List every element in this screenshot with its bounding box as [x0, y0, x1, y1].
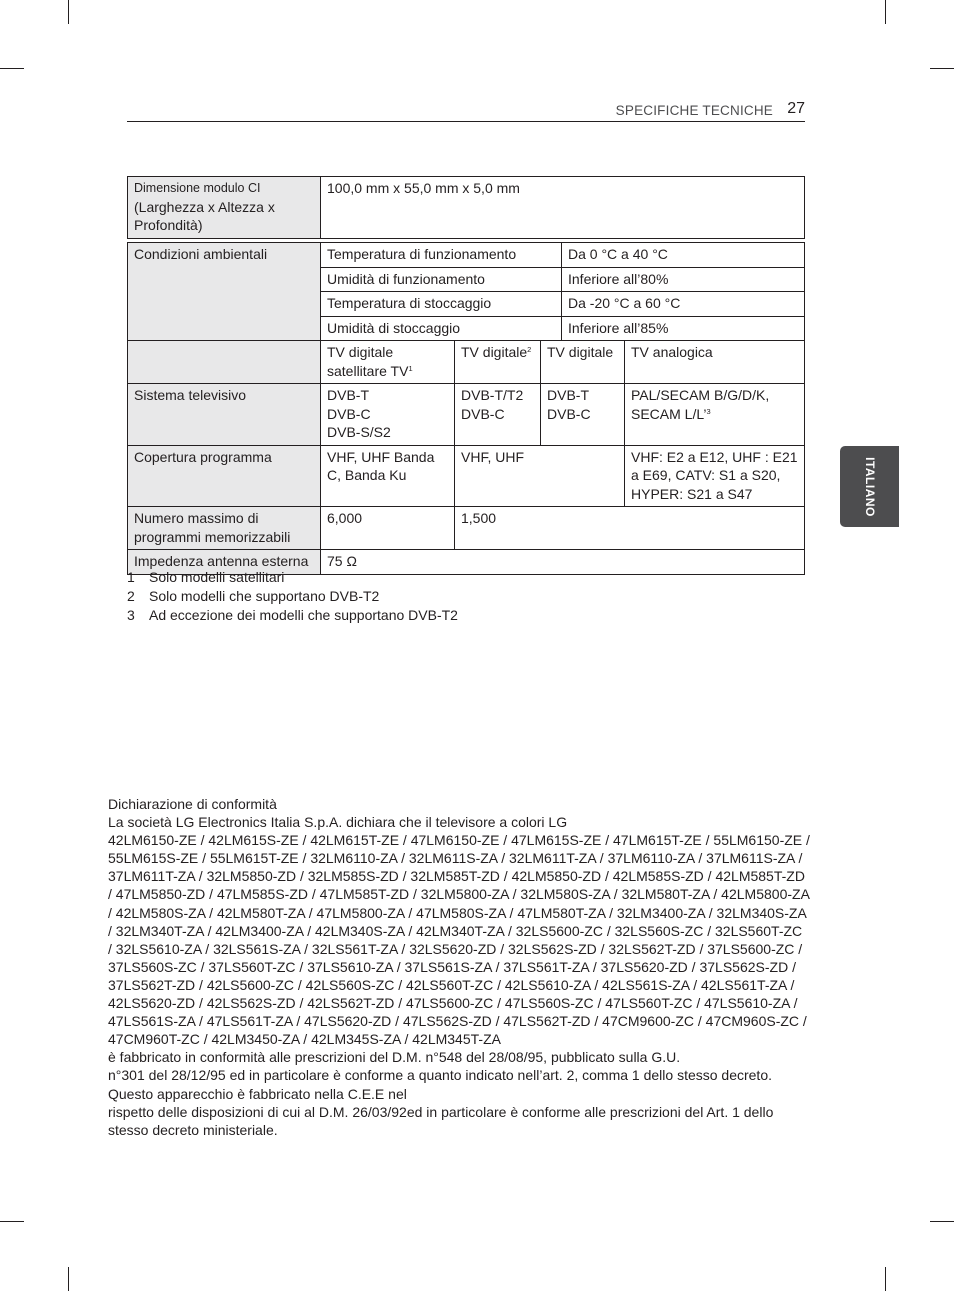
system-satellite-cell — [321, 384, 455, 446]
cell-line: DVB-S/S2 — [327, 424, 391, 440]
env-name-cell: Umidità di stoccaggio — [321, 316, 562, 341]
cell-line: DVB-C — [547, 405, 591, 422]
declaration-line: è fabbricato in conformità alle prescrizioni del D.M. n°548 del 28/08/95, pubblicato sulla G.U. — [108, 1049, 681, 1066]
ci-module-label-line1: Dimensione modulo CI — [134, 181, 261, 195]
declaration-line: 37LS560S-ZC / 37LS560T-ZC / 37LS5610-ZA / 37LS561S-ZA / 37LS561T-ZA / 37LS5620-ZD / 37LS562S-ZD / — [108, 958, 796, 975]
footnote-ref: 1 — [408, 363, 413, 373]
declaration-line: 37LS562T-ZD / 42LS5600-ZC / 42LS560S-ZC / 42LS560T-ZC / 42LS5610-ZA / 42LS561S-ZA / 42LS561T-ZA / — [108, 976, 795, 993]
ci-module-label-line2: (Larghezza x Altezza x Profondità) — [134, 198, 275, 233]
footnote-number: 2 — [127, 588, 135, 604]
footnote-ref: 3 — [706, 406, 711, 416]
environment-label: Condizioni ambientali — [128, 243, 321, 341]
crop-mark — [930, 1221, 954, 1222]
table-row — [128, 507, 805, 550]
col-header-analog: TV analogica — [625, 341, 805, 384]
cell-line: DVB-T/T2 — [461, 387, 524, 403]
table-row — [128, 384, 805, 446]
declaration-line: 47CM960T-ZC / 42LM3450-ZA / 42LM345S-ZA / 42LM345T-ZA — [108, 1031, 501, 1048]
language-tab-label: ITALIANO — [862, 456, 877, 517]
row-label-system: Sistema televisivo — [128, 384, 321, 446]
ci-module-value: 100,0 mm x 55,0 mm x 5,0 mm — [321, 177, 805, 239]
coverage-digital-cell: VHF, UHF — [455, 445, 625, 507]
system-digital-cell — [541, 384, 625, 446]
env-value-cell: Inferiore all’80% — [562, 267, 805, 292]
footnote-ref: 2 — [527, 345, 532, 354]
env-value-cell: Inferiore all’85% — [562, 316, 805, 341]
page-header — [127, 100, 805, 122]
crop-mark — [0, 68, 24, 69]
declaration-line: Dichiarazione di conformità — [108, 796, 277, 812]
declaration-line: Questo apparecchio è fabbricato nella C.E.E nel — [108, 1085, 407, 1102]
cell-line: DVB-C — [461, 405, 505, 422]
declaration-line: 42LM6150-ZE / 42LM615S-ZE / 42LM615T-ZE / 47LM6150-ZE / 47LM615S-ZE / 47LM615T-ZE / 55LM6150-ZE / — [108, 832, 810, 849]
footnote — [127, 587, 458, 606]
cell-line: DVB-C — [327, 405, 371, 422]
table-row — [128, 243, 805, 268]
row-label-max-programs: Numero massimo di programmi memorizzabili — [128, 507, 321, 550]
system-t2-cell — [455, 384, 541, 446]
page-number: 27 — [787, 100, 805, 117]
section-title: SPECIFICHE TECNICHE — [615, 103, 773, 118]
crop-mark — [930, 68, 954, 69]
declaration-line: rispetto delle disposizioni di cui al D.M. 26/03/92ed in particolare è conforme alle prescrizioni del Art. 1 dello — [108, 1103, 774, 1120]
footnote-number: 1 — [127, 569, 135, 585]
declaration-line: n°301 del 28/12/95 ed in particolare è conforme a quanto indicato nell’art. 2, comma 1 dello stesso decreto. — [108, 1067, 773, 1084]
footnote — [127, 606, 458, 625]
header-rule — [127, 121, 805, 122]
cell-line: DVB-T — [547, 387, 589, 403]
declaration-line: stesso decreto ministeriale. — [108, 1121, 278, 1138]
crop-mark — [68, 0, 69, 24]
coverage-satellite-cell: VHF, UHF Banda C, Banda Ku — [321, 445, 455, 507]
declaration-line: / 32LS5610-ZA / 32LS561S-ZA / 32LS561T-ZA / 32LS5620-ZD / 32LS562S-ZD / 32LS562T-ZD / 37LS5600-ZC / — [108, 940, 803, 957]
declaration-line: 47LS561S-ZA / 47LS561T-ZA / 47LS5620-ZD / 47LS562S-ZD / 47LS562T-ZD / 47CM9600-ZC / 47CM960S-ZC / — [108, 1013, 807, 1030]
cell-line: DVB-T — [327, 387, 369, 403]
ci-module-table — [127, 176, 805, 239]
crop-mark — [0, 1221, 24, 1222]
footnote — [127, 568, 458, 587]
crop-mark — [68, 1267, 69, 1291]
system-analog-cell — [625, 384, 805, 446]
footnote-number: 3 — [127, 607, 135, 623]
table-row — [128, 177, 805, 239]
declaration-line: La società LG Electronics Italia S.p.A. dichiara che il televisore a colori LG — [108, 814, 568, 831]
col-header-digital: TV digitale — [541, 341, 625, 384]
declaration-line: 42LS5620-ZD / 42LS562S-ZD / 42LS562T-ZD / 47LS5600-ZC / 47LS560S-ZC / 47LS560T-ZC / 47LS5610-ZA / — [108, 995, 798, 1012]
crop-mark — [885, 1267, 886, 1291]
crop-mark — [885, 0, 886, 24]
declaration-line: 55LM615S-ZE / 55LM615T-ZE / 32LM6110-ZA / 32LM611S-ZA / 32LM611T-ZA / 37LM6110-ZA / 37LM611S-ZA / — [108, 850, 803, 867]
env-value-cell: Da -20 °C a 60 °C — [562, 292, 805, 317]
declaration-of-conformity — [108, 795, 828, 1139]
table-row — [128, 445, 805, 507]
tv-system-table — [127, 340, 805, 575]
row-label-coverage: Copertura programma — [128, 445, 321, 507]
footnote-text: Ad eccezione dei modelli che supportano DVB-T2 — [149, 607, 458, 623]
antenna-value-cell: 75 Ω — [321, 550, 805, 575]
system-analog-text: PAL/SECAM B/G/D/K, SECAM L/L’ — [631, 387, 770, 422]
declaration-line: / 32LM340T-ZA / 42LM3400-ZA / 42LM340S-ZA / 42LM340T-ZA / 32LS5600-ZC / 32LS560S-ZC / 32LS560T-ZC — [108, 922, 803, 939]
env-name-cell: Temperatura di stoccaggio — [321, 292, 562, 317]
col-header-satellite — [321, 341, 455, 384]
coverage-analog-cell: VHF: E2 a E12, UHF : E21 a E69, CATV: S1 a S20, HYPER: S21 a S47 — [625, 445, 805, 507]
env-name-cell: Umidità di funzionamento — [321, 267, 562, 292]
declaration-line: / 47LM5850-ZD / 47LM585S-ZD / 47LM585T-ZD / 32LM5800-ZA / 32LM580S-ZA / 32LM580T-ZA / 42LM5800-ZA — [108, 886, 810, 903]
header-empty-cell — [128, 341, 321, 384]
footnote-text: Solo modelli satellitari — [149, 569, 285, 585]
env-value-cell: Da 0 °C a 40 °C — [562, 243, 805, 268]
col-header-digital-t2 — [455, 341, 541, 384]
declaration-line: 37LM611T-ZA / 32LM5850-ZD / 32LM585S-ZD / 32LM585T-ZD / 42LM5850-ZD / 42LM585S-ZD / 42LM585T-ZD — [108, 868, 805, 885]
table-row — [128, 341, 805, 384]
footnote-text: Solo modelli che supportano DVB-T2 — [149, 588, 380, 604]
max-programs-other-cell: 1,500 — [455, 507, 805, 550]
row-label-antenna: Impedenza antenna esterna — [128, 550, 321, 575]
max-programs-satellite-cell: 6,000 — [321, 507, 455, 550]
environment-table — [127, 242, 805, 341]
col-header-satellite-text: TV digitale satellitare TV — [327, 344, 409, 379]
env-name-cell: Temperatura di funzionamento — [321, 243, 562, 268]
ci-module-label — [128, 177, 321, 239]
col-header-digital-t2-text: TV digitale — [461, 344, 528, 360]
declaration-line: / 42LM580S-ZA / 42LM580T-ZA / 47LM5800-ZA / 47LM580S-ZA / 47LM580T-ZA / 32LM3400-ZA / 32LM340S-ZA — [108, 904, 807, 921]
language-tab — [840, 446, 899, 527]
footnotes — [127, 568, 458, 625]
